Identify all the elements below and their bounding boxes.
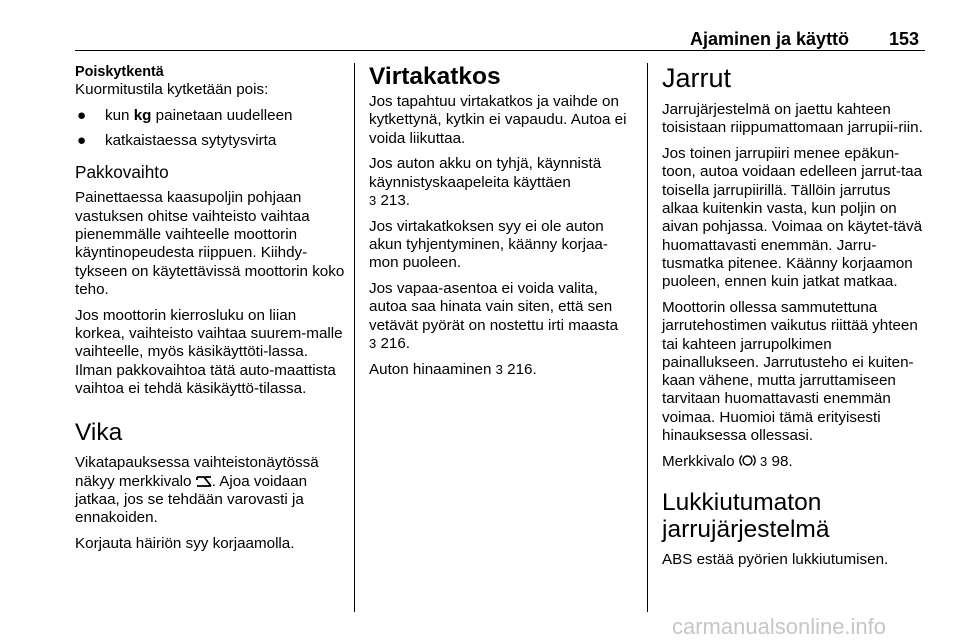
virtakatkos-heading: Virtakatkos: [369, 63, 501, 90]
column-3: [662, 63, 928, 577]
pakkovaihto-heading: Pakkovaihto: [75, 162, 169, 183]
jarrut-paragraph-4: [662, 453, 928, 471]
bullet-list: [75, 107, 347, 150]
page-number: 153: [889, 29, 920, 49]
vika-heading: Vika: [75, 419, 123, 447]
bullet-icon: ●: [77, 131, 87, 149]
page-ref: 216.: [507, 360, 537, 378]
column-divider-2: [647, 63, 648, 612]
jarrut-paragraph-3: Moottorin ollessa sammutettuna jarrutehostimen vaikutus riittää yhteen tai kahteen jarrupolkimen painallukseen. Jarrutusteho ei kuiten-kaan vähene, mutta jarruttamiseen tarvitaan huomattavasti enemmän voimaa. Huomioi tämä erityisesti hinauksessa ollessasi.: [662, 298, 918, 445]
poiskytkenta-text: Kuormitustila kytketään pois:: [75, 81, 269, 99]
abs-paragraph: ABS estää pyörien lukkiutumisen.: [662, 551, 889, 569]
page-ref-arrow-icon: 3: [369, 336, 377, 352]
virtakatkos-paragraph-1: Jos tapahtuu virtakatkos ja vaihde on kytkettynä, kytkin ei vapaudu. Autoa ei voida liikuttaa.: [369, 93, 627, 147]
heading-line: jarrujärjestelmä: [662, 516, 830, 544]
virtakatkos-paragraph-2: [369, 155, 635, 210]
list-item: [75, 107, 347, 125]
vika-paragraph-1: [75, 454, 347, 527]
paragraph-text: Jos auton akku on tyhjä, käynnistä käynnistyskaapeleita käyttäen: [369, 155, 602, 191]
watermark-text: carmanualsonline.info: [672, 614, 887, 639]
paragraph-text: Jos vapaa-asentoa ei voida valita, autoa saa hinata vain siten, että sen vetävät pyörät on nostettu irti maasta: [369, 280, 619, 334]
paragraph-text: Auton hinaaminen: [369, 360, 492, 378]
vika-text: . Ajoa voidaan jatkaa, jos se tehdään varovasti ja ennakoiden.: [75, 472, 308, 527]
list-item: [75, 132, 347, 150]
kg-key-label: kg: [133, 107, 152, 125]
column-1: [75, 63, 347, 561]
virtakatkos-paragraph-5: [369, 361, 635, 379]
column-divider-1: [354, 63, 355, 612]
gearbox-fault-icon: [196, 475, 212, 488]
lukkiutumaton-heading: [662, 489, 928, 543]
header-rule: [75, 50, 925, 51]
vika-paragraph-2: Korjauta häiriön syy korjaamolla.: [75, 534, 295, 552]
brake-warning-icon: [739, 453, 756, 468]
bullet-text: painetaan uudelleen: [151, 107, 293, 125]
page-ref: 213.: [380, 191, 411, 209]
poiskytkenta-heading: Poiskytkentä: [75, 64, 164, 80]
page-ref: 216.: [380, 335, 411, 353]
page-ref: 98.: [771, 452, 793, 470]
jarrut-paragraph-1: Jarrujärjestelmä on jaettu kahteen toisistaan riippumattomaan jarrupii-riin.: [662, 101, 923, 137]
section-title: Ajaminen ja käyttö: [690, 29, 850, 49]
bullet-text: katkaistaessa sytytysvirta: [105, 131, 277, 149]
bullet-text: kun: [105, 107, 134, 125]
paragraph-text: Merkkivalo: [662, 452, 739, 470]
bullet-icon: ●: [77, 107, 87, 125]
jarrut-paragraph-2: Jos toinen jarrupiiri menee epäkun-toon, autoa voidaan edelleen jarrut-taa toisella jarrupiirillä. Tällöin jarrutus alkaa kuitenkin vasta, kun poljin on aivan pohjassa. Voimaa on käytet-tävä huomattavasti enemmän. Jarru-tusmatka pitenee. Käänny korjaamon puoleen, ennen kuin jatkat matkaa.: [662, 145, 923, 291]
page-ref-arrow-icon: 3: [760, 453, 768, 469]
page-ref-arrow-icon: 3: [369, 192, 377, 208]
jarrut-heading: Jarrut: [662, 63, 732, 93]
pakkovaihto-paragraph-1: Painettaessa kaasupoljin pohjaan vastuksen ohitse vaihteisto vaihtaa pienemmälle vaihteelle moottorin käyntinopeudesta riippuen. Kiihdy-tykseen on käytettävissä moottorin koko teho.: [75, 189, 345, 298]
virtakatkos-paragraph-4: [369, 280, 635, 353]
heading-line: Lukkiutumaton: [662, 489, 822, 517]
pakkovaihto-paragraph-2: Jos moottorin kierrosluku on liian korkea, vaihteisto vaihtaa suurem-malle vaihteelle, myös käsikäyttöti-lassa. Ilman pakkovaihtoa tätä auto-maattista vaihtoa ei tehdä käsikäyttö-tilassa.: [75, 306, 343, 397]
column-2: [369, 63, 635, 387]
page-header: [0, 0, 960, 50]
virtakatkos-paragraph-3: Jos virtakatkoksen syy ei ole auton akun tyhjentyminen, käänny korjaa-mon puoleen.: [369, 217, 608, 272]
vika-text: Vikatapauksessa vaihteistonäytössä näkyy merkkivalo: [75, 454, 319, 490]
page-ref-arrow-icon: 3: [495, 361, 503, 377]
